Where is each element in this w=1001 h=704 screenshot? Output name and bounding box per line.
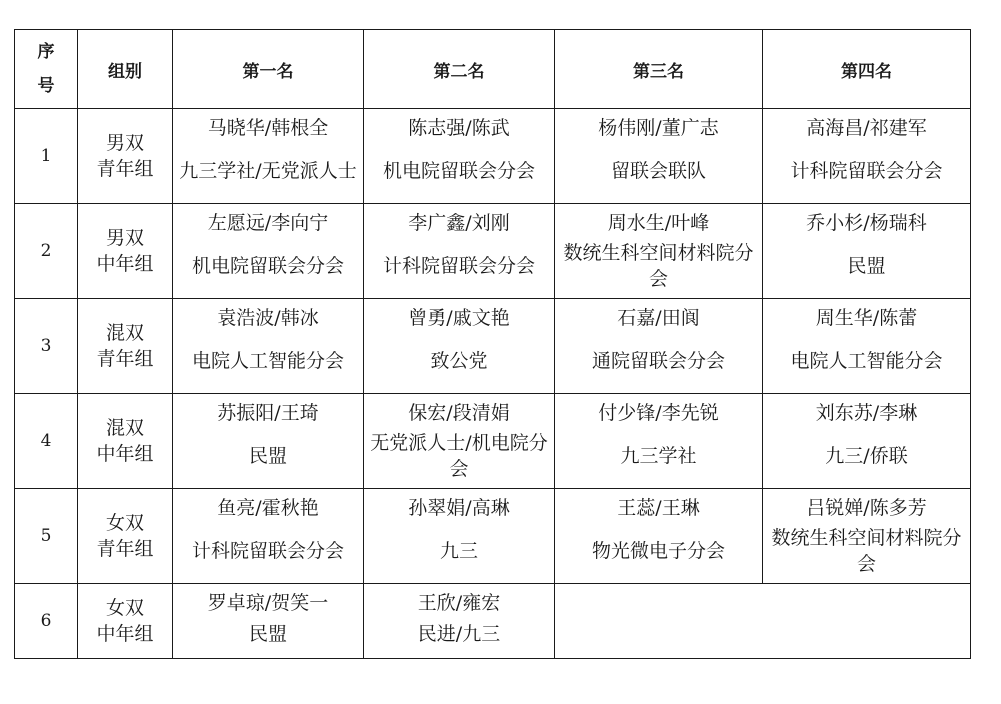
entry-org: 民盟	[847, 255, 886, 277]
group-type: 混双	[105, 322, 144, 344]
entry-org: 机电院留联会分会	[382, 160, 535, 182]
entry-org: 计科院留联会分会	[191, 540, 344, 562]
entry-names: 李广鑫/刘刚	[408, 212, 510, 234]
entry-first	[173, 584, 364, 659]
group-age: 中年组	[96, 623, 154, 645]
entry-third	[555, 204, 763, 299]
entry-names: 保宏/段清娟	[408, 402, 510, 424]
row-seq: 4	[15, 394, 78, 489]
header-seq: 序号	[15, 30, 78, 109]
header-first: 第一名	[173, 30, 364, 109]
group-age: 中年组	[96, 253, 154, 275]
entry-org: 机电院留联会分会	[191, 255, 344, 277]
entry-org: 计科院留联会分会	[382, 255, 535, 277]
entry-names: 马晓华/韩根全	[207, 117, 329, 139]
entry-org: 九三	[439, 540, 478, 562]
entry-second	[364, 489, 555, 584]
entry-names: 杨伟刚/董广志	[598, 117, 719, 139]
entry-names: 付少锋/李先锐	[598, 402, 719, 424]
entry-names: 高海昌/祁建军	[806, 117, 927, 139]
entry-names: 苏振阳/王琦	[217, 402, 319, 424]
entry-names: 鱼亮/霍秋艳	[217, 497, 319, 519]
table-row	[15, 394, 971, 489]
group-type: 男双	[105, 227, 144, 249]
entry-org: 九三学社/无党派人士	[179, 160, 357, 182]
row-group	[78, 489, 173, 584]
entry-org: 数统生科空间材料院分会	[563, 242, 754, 290]
table-row	[15, 584, 971, 659]
entry-first	[173, 109, 364, 204]
entry-org: 通院留联会分会	[591, 350, 725, 372]
group-type: 混双	[105, 417, 144, 439]
entry-names: 周水生/叶峰	[607, 212, 710, 234]
group-type: 女双	[105, 597, 144, 619]
entry-third	[555, 394, 763, 489]
entry-second	[364, 584, 555, 659]
entry-org: 九三学社	[620, 445, 697, 467]
entry-org: 电院人工智能分会	[191, 350, 344, 372]
row-group	[78, 394, 173, 489]
entry-org: 九三/侨联	[825, 445, 908, 467]
entry-fourth	[763, 299, 971, 394]
entry-names: 左愿远/李向宁	[207, 212, 329, 234]
table-row	[15, 109, 971, 204]
entry-names: 王蕊/王琳	[617, 497, 700, 519]
entry-names: 陈志强/陈武	[408, 117, 510, 139]
entry-org: 致公党	[430, 350, 488, 372]
entry-fourth	[763, 204, 971, 299]
entry-third	[555, 489, 763, 584]
group-age: 青年组	[96, 538, 154, 560]
group-age: 青年组	[96, 158, 154, 180]
entry-org: 物光微电子分会	[591, 540, 725, 562]
entry-names: 刘东苏/李琳	[815, 402, 918, 424]
row-seq: 6	[15, 584, 78, 659]
header-second: 第二名	[364, 30, 555, 109]
group-age: 中年组	[96, 443, 154, 465]
entry-third	[555, 109, 763, 204]
results-table	[14, 29, 971, 659]
entry-second	[364, 299, 555, 394]
row-group	[78, 109, 173, 204]
group-type: 女双	[105, 512, 144, 534]
entry-first	[173, 489, 364, 584]
entry-names: 吕锐婵/陈多芳	[806, 497, 927, 519]
entry-second	[364, 394, 555, 489]
entry-org: 计科院留联会分会	[790, 160, 943, 182]
entry-org: 无党派人士/机电院分会	[370, 432, 548, 480]
header-row	[15, 30, 971, 109]
group-type: 男双	[105, 132, 144, 154]
entry-org: 电院人工智能分会	[790, 350, 943, 372]
header-third: 第三名	[555, 30, 763, 109]
entry-org: 民盟	[248, 445, 287, 467]
entry-names: 乔小杉/杨瑞科	[806, 212, 927, 234]
entry-org: 民进/九三	[417, 623, 501, 645]
row-group	[78, 204, 173, 299]
empty-cell	[555, 584, 971, 659]
entry-second	[364, 204, 555, 299]
entry-third	[555, 299, 763, 394]
entry-fourth	[763, 394, 971, 489]
header-fourth: 第四名	[763, 30, 971, 109]
entry-names: 孙翠娟/高琳	[408, 497, 510, 519]
entry-names: 石嘉/田阆	[617, 307, 700, 329]
row-seq: 5	[15, 489, 78, 584]
entry-fourth	[763, 109, 971, 204]
row-seq: 3	[15, 299, 78, 394]
table-row	[15, 489, 971, 584]
entry-fourth	[763, 489, 971, 584]
entry-names: 王欣/雍宏	[417, 592, 501, 614]
table-row	[15, 204, 971, 299]
entry-org: 留联会联队	[610, 160, 706, 182]
row-group	[78, 584, 173, 659]
entry-names: 袁浩波/韩冰	[217, 307, 319, 329]
entry-names: 罗卓琼/贺笑一	[207, 592, 329, 614]
entry-org: 数统生科空间材料院分会	[771, 527, 962, 575]
entry-names: 曾勇/戚文艳	[408, 307, 510, 329]
row-group	[78, 299, 173, 394]
group-age: 青年组	[96, 348, 154, 370]
entry-first	[173, 394, 364, 489]
entry-first	[173, 299, 364, 394]
table-row	[15, 299, 971, 394]
entry-names: 周生华/陈蕾	[815, 307, 918, 329]
row-seq: 2	[15, 204, 78, 299]
row-seq: 1	[15, 109, 78, 204]
header-group: 组别	[78, 30, 173, 109]
entry-second	[364, 109, 555, 204]
entry-org: 民盟	[248, 623, 287, 645]
entry-first	[173, 204, 364, 299]
